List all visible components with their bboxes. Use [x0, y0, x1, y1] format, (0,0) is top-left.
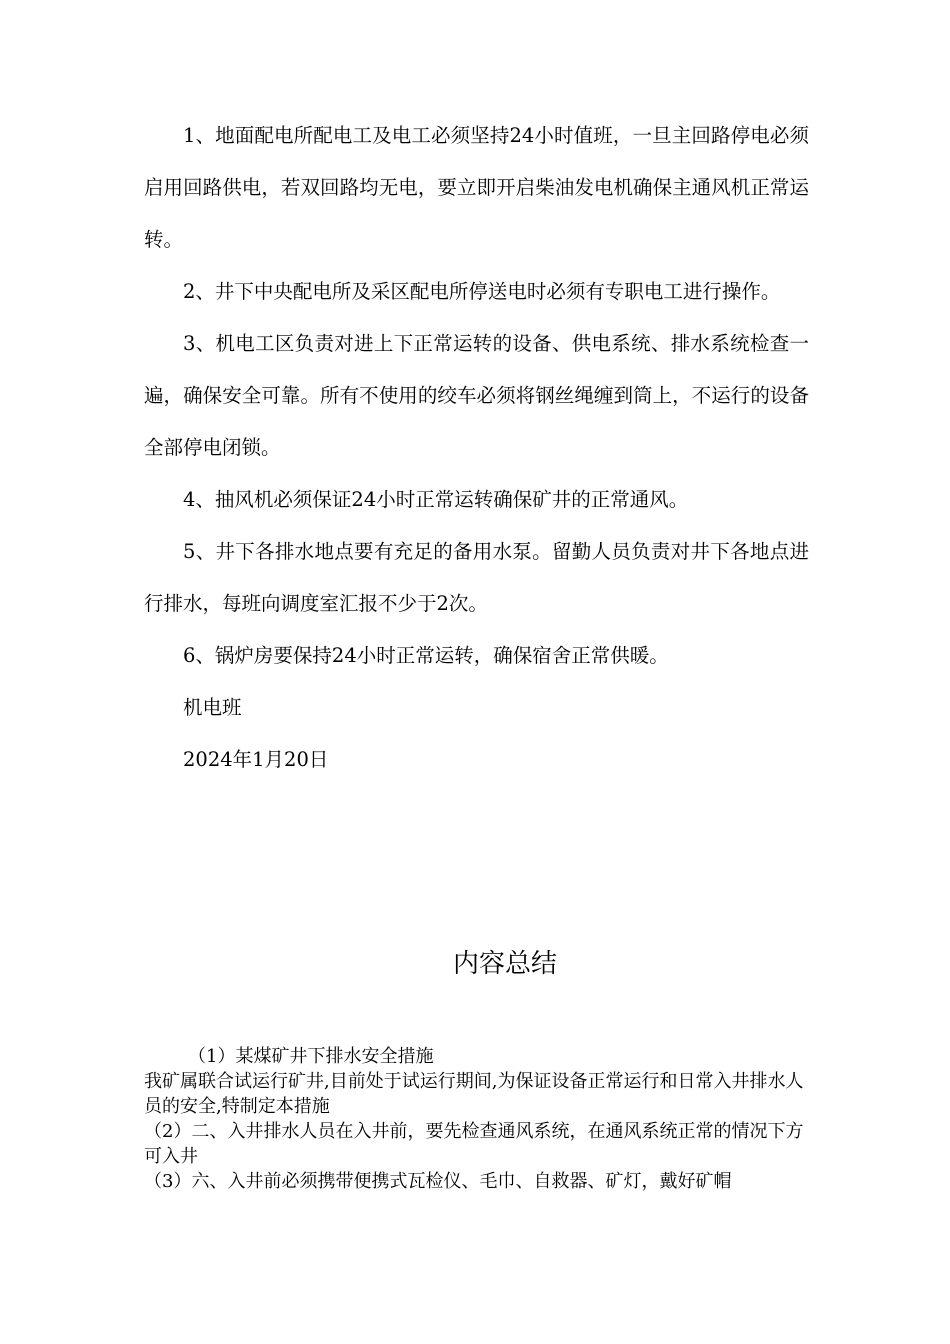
summary-section	[144, 1044, 809, 1194]
document-body	[144, 110, 809, 786]
paragraph-5: 5、井下各排水地点要有充足的备用水泵。留勤人员负责对井下各地点进行排水，每班向调度室汇报不少于2次。	[144, 540, 809, 615]
summary-line-3: （3）六、入井前必须携带便携式瓦检仪、毛巾、自救器、矿灯，戴好矿帽	[144, 1171, 732, 1192]
paragraph-3: 3、机电工区负责对进上下正常运转的设备、供电系统、排水系统检查一遍，确保安全可靠。所有不使用的绞车必须将钢丝绳缠到筒上，不运行的设备全部停电闭锁。	[144, 332, 809, 459]
summary-item-title: （1）某煤矿井下排水安全措施	[188, 1046, 434, 1067]
paragraph-6: 6、锅炉房要保持24小时正常运转，确保宿舍正常供暖。	[183, 644, 669, 667]
date: 2024年1月20日	[183, 748, 329, 771]
paragraph-1: 1、地面配电所配电工及电工必须坚持24小时值班，一旦主回路停电必须启用回路供电，若双回路均无电，要立即开启柴油发电机确保主通风机正常运转。	[144, 124, 809, 251]
paragraph-2: 2、井下中央配电所及采区配电所停送电时必须有专职电工进行操作。	[183, 280, 781, 303]
signature: 机电班	[183, 696, 242, 719]
summary-line-2: （2）二、入井排水人员在入井前，要先检查通风系统，在通风系统正常的情况下方可入井	[144, 1121, 804, 1167]
summary-line-1: 我矿属联合试运行矿井,目前处于试运行期间,为保证设备正常运行和日常入井排水人员的安全,特制定本措施	[144, 1071, 804, 1117]
paragraph-4: 4、抽风机必须保证24小时正常运转确保矿井的正常通风。	[183, 488, 689, 511]
summary-title: 内容总结	[452, 949, 557, 979]
